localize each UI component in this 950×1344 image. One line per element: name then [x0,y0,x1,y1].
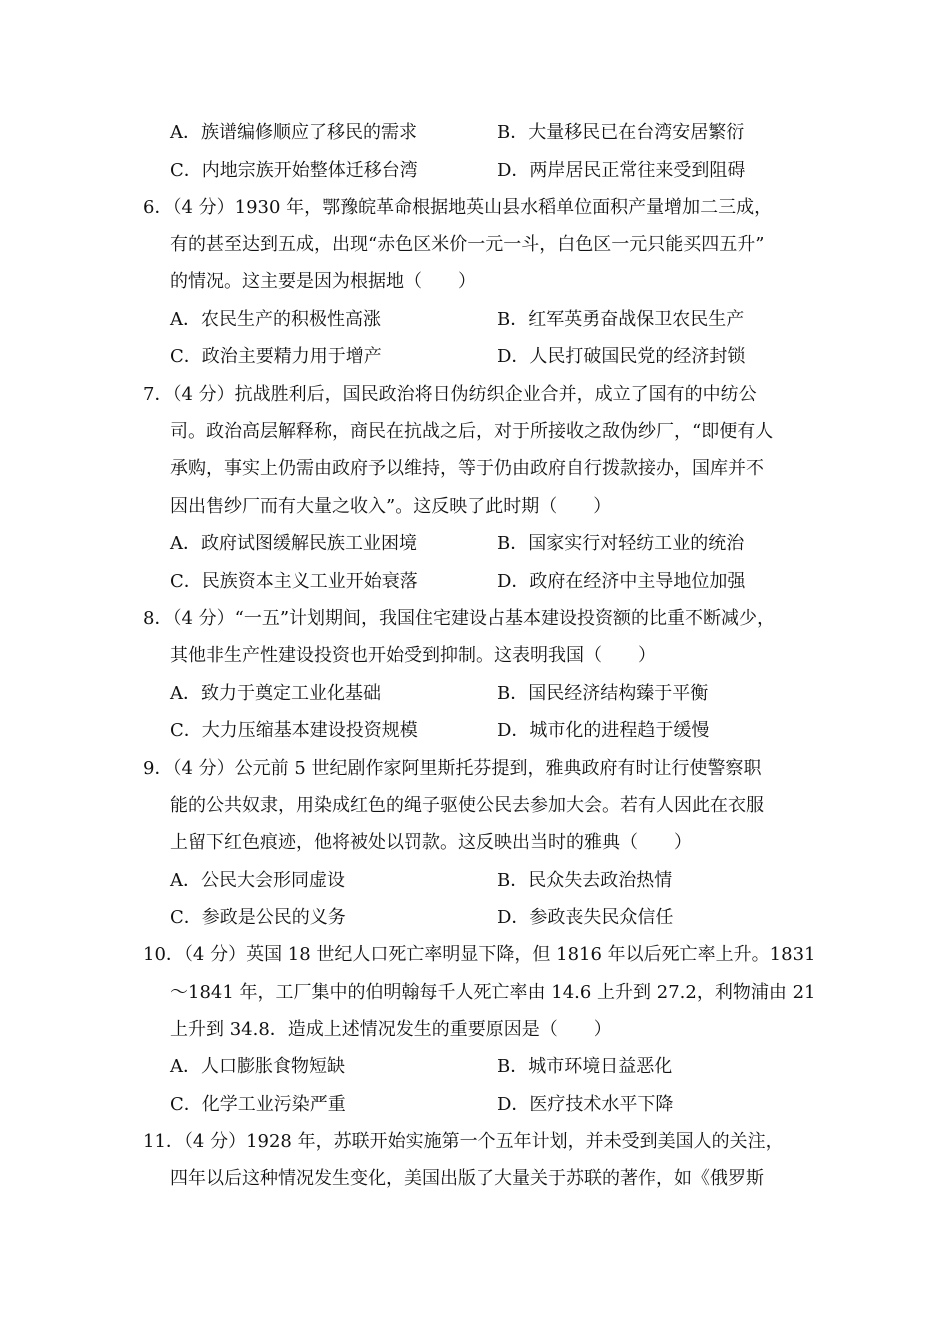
q7-option-a: A．政府试图缓解民族工业困境 [170,533,417,554]
q6-option-b: B．红军英勇奋战保卫农民生产 [497,309,745,330]
q9-stem-line-3: 上留下红色痕迹，他将被处以罚款。这反映出当时的雅典（ ） [170,832,692,853]
q6-option-d: D．人民打破国民党的经济封锁 [497,346,746,367]
q6-option-a: A．农民生产的积极性高涨 [170,309,381,330]
q8-option-d: D．城市化的进程趋于缓慢 [497,720,710,741]
q7-stem-line-1: 7．（4 分）抗战胜利后，国民政治将日伪纺织企业合并，成立了国有的中纺公 [143,384,757,405]
q8-option-a: A．致力于奠定工业化基础 [170,683,381,704]
q8-stem-line-2: 其他非生产性建设投资也开始受到抑制。这表明我国（ ） [170,645,656,666]
q7-option-b: B．国家实行对轻纺工业的统治 [497,533,745,554]
q10-stem-line-1: 10．（4 分）英国 18 世纪人口死亡率明显下降，但 1816 年以后死亡率上升。1831 [143,944,816,965]
q9-stem-line-2: 能的公共奴隶，用染成红色的绳子驱使公民去参加大会。若有人因此在衣服 [170,795,764,816]
q9-option-c: C．参政是公民的义务 [170,907,346,928]
q8-option-c: C．大力压缩基本建设投资规模 [170,720,418,741]
q10-stem-line-2: ～1841 年，工厂集中的伯明翰每千人死亡率由 14.6 上升到 27.2，利物浦由 21 [170,982,816,1003]
q11-stem-line-1: 11．（4 分）1928 年，苏联开始实施第一个五年计划，并未受到美国人的关注， [143,1131,784,1152]
q7-stem-line-3: 承购，事实上仍需由政府予以维持，等于仍由政府自行拨款接办，国库并不 [170,458,764,479]
q7-option-c: C．民族资本主义工业开始衰落 [170,571,418,592]
q5-option-c: C．内地宗族开始整体迁移台湾 [170,160,418,181]
q7-option-d: D．政府在经济中主导地位加强 [497,571,746,592]
q11-stem-line-2: 四年以后这种情况发生变化，美国出版了大量关于苏联的著作，如《俄罗斯 [170,1168,764,1189]
q8-stem-line-1: 8．（4 分）“一五”计划期间，我国住宅建设占基本建设投资额的比重不断减少， [143,608,776,629]
q10-option-c: C．化学工业污染严重 [170,1094,346,1115]
q9-option-b: B．民众失去政治热情 [497,870,673,891]
q8-option-b: B．国民经济结构臻于平衡 [497,683,709,704]
q9-option-a: A．公民大会形同虚设 [170,870,345,891]
q5-option-b: B．大量移民已在台湾安居繁衍 [497,122,745,143]
q6-stem-line-3: 的情况。这主要是因为根据地（ ） [170,271,476,292]
q5-option-d: D．两岸居民正常往来受到阻碍 [497,160,746,181]
q10-option-a: A．人口膨胀食物短缺 [170,1056,345,1077]
q7-stem-line-2: 司。政治高层解释称，商民在抗战之后，对于所接收之敌伪纱厂，“即便有人 [170,421,774,442]
q7-stem-line-4: 因出售纱厂而有大量之收入”。这反映了此时期（ ） [170,496,612,517]
q9-stem-line-1: 9．（4 分）公元前 5 世纪剧作家阿里斯托芬提到，雅典政府有时让行使警察职 [143,758,762,779]
q6-stem-line-1: 6．（4 分）1930 年，鄂豫皖革命根据地英山县水稻单位面积产量增加二三成， [143,197,773,218]
q10-option-d: D．医疗技术水平下降 [497,1094,674,1115]
q9-option-d: D．参政丧失民众信任 [497,907,674,928]
q10-stem-line-3: 上升到 34.8．造成上述情况发生的重要原因是（ ） [170,1019,612,1040]
q6-option-c: C．政治主要精力用于增产 [170,346,382,367]
q6-stem-line-2: 有的甚至达到五成，出现“赤色区米价一元一斗，白色区一元只能买四五升” [170,234,765,255]
q5-option-a: A．族谱编修顺应了移民的需求 [170,122,417,143]
q10-option-b: B．城市环境日益恶化 [497,1056,673,1077]
